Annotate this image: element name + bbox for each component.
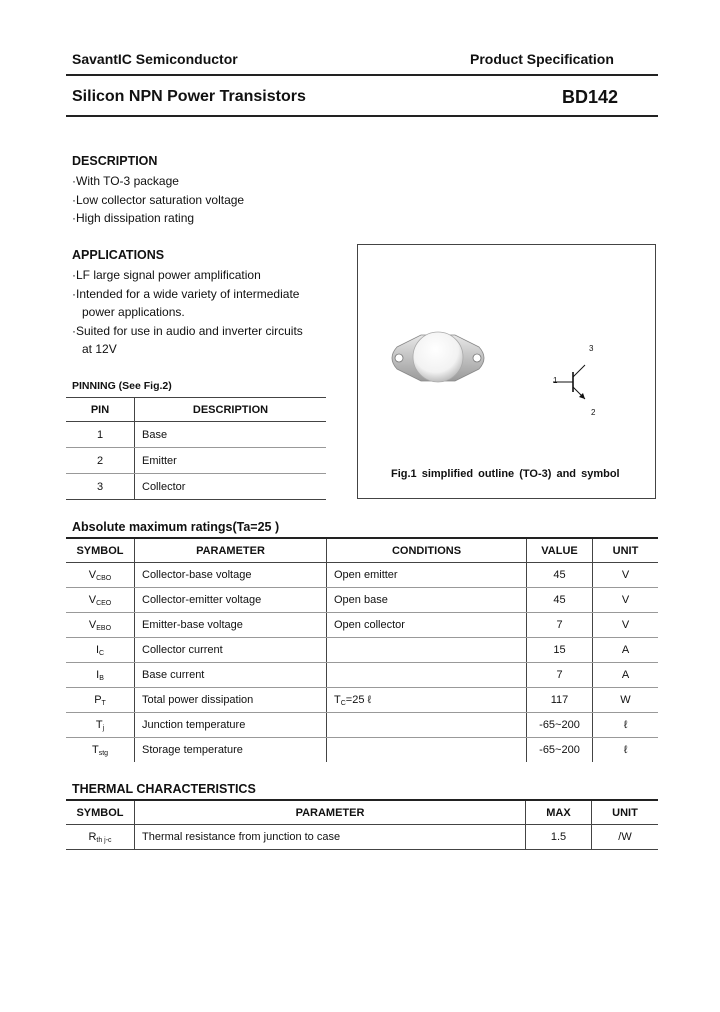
abs-max-table [66,537,658,762]
value-cell: 45 [527,588,593,613]
unit-cell: A [593,663,659,688]
table-row [66,688,658,713]
description-item: ·Low collector saturation voltage [72,192,245,207]
value-cell: 15 [527,638,593,663]
abs-max-header-row [66,538,658,563]
applications-line: ·Suited for use in audio and inverter circuits [72,323,303,338]
conditions-cell [327,738,527,763]
header-symbol: SYMBOL [66,800,135,825]
conditions-cell [327,713,527,738]
figure-caption: Fig.1 simplified outline (TO-3) and symbol [391,468,620,480]
table-row [66,448,326,474]
applications-line: ·Intended for a wide variety of intermediate [72,286,300,301]
symbol-cell: $P_T$ [66,688,135,713]
symbol-cell: $I_B$ [66,663,135,688]
document-type: Product Specification [470,51,614,67]
unit-cell: ℓ [593,713,659,738]
description-item: ·High dissipation rating [72,211,195,225]
parameter-cell: Base current [135,663,327,688]
table-row [66,825,658,850]
description-list [72,172,244,228]
header-unit: UNIT [592,800,659,825]
abs-max-title: Absolute maximum ratings(Ta=25 ) [72,520,280,534]
thermal-title: THERMAL CHARACTERISTICS [72,782,256,796]
parameter-cell: Emitter-base voltage [135,613,327,638]
symbol-pin-label: 3 [589,344,594,353]
symbol-cell: $T_{stg}$ [66,738,135,763]
description-item: ·With TO-3 package [72,174,179,188]
unit-cell: ℓ [623,744,628,756]
unit-cell: V [593,588,659,613]
header-max: MAX [526,800,592,825]
description-title: DESCRIPTION [72,154,158,168]
parameter-cell: Junction temperature [135,713,327,738]
product-line: Silicon NPN Power Transistors [72,88,306,105]
header-conditions: CONDITIONS [327,538,527,563]
table-row [66,613,658,638]
value-cell: -65~200 [527,738,593,763]
parameter-cell: Storage temperature [135,738,327,763]
part-number: BD142 [562,87,619,107]
symbol-cell: $V_{CBO}$ [66,563,135,588]
pinning-title: PINNING (See Fig.2) [72,380,172,392]
value-cell: -65~200 [527,713,593,738]
applications-line: power applications. [82,305,185,319]
conditions-cell: $T_C=25$ ℓ [327,688,527,713]
unit-cell: V [593,613,659,638]
pinning-header-description: DESCRIPTION [135,398,327,422]
header-value: VALUE [527,538,593,563]
table-row [66,738,658,763]
pin-number: 2 [66,448,135,474]
unit-cell: V [593,563,659,588]
pin-description: Base [135,422,327,448]
to3-package-outline [383,327,493,389]
applications-line: ·LF large signal power amplification [72,268,261,282]
header-symbol: SYMBOL [66,538,135,563]
thermal-table [66,799,658,850]
parameter-cell: Collector-emitter voltage [135,588,327,613]
pin-number: 3 [66,474,135,500]
pinning-header-row [66,398,326,422]
figure-box [357,244,656,499]
conditions-cell: Open emitter [327,563,527,588]
unit-cell: W [593,688,659,713]
parameter-cell: Thermal resistance from junction to case [135,825,526,850]
value-cell: 45 [527,563,593,588]
header-parameter: PARAMETER [135,538,327,563]
pin-description: Collector [135,474,327,500]
table-row [66,563,658,588]
table-row [66,638,658,663]
parameter-cell: Collector current [135,638,327,663]
value-cell: 7 [527,613,593,638]
applications-list [72,266,303,359]
table-row [66,588,658,613]
pin-description: Emitter [135,448,327,474]
header-parameter: PARAMETER [135,800,526,825]
symbol-cell: $V_{EBO}$ [66,613,135,638]
thermal-header-row [66,800,658,825]
conditions-cell: Open collector [327,613,527,638]
parameter-cell: Collector-base voltage [135,563,327,588]
symbol-pin-label: 1 [553,376,558,385]
parameter-cell: Total power dissipation [135,688,327,713]
unit-cell: A [593,638,659,663]
header-rule-bottom [66,115,658,117]
table-row [66,713,658,738]
applications-title: APPLICATIONS [72,248,165,262]
value-cell: 117 [527,688,593,713]
applications-line: at 12V [82,342,117,356]
pin-number: 1 [66,422,135,448]
value-cell: 7 [527,663,593,688]
header-unit: UNIT [593,538,659,563]
company-name: SavantIC Semiconductor [72,51,238,67]
symbol-cell: $T_j$ [66,713,135,738]
conditions-cell [327,638,527,663]
table-row [66,474,326,500]
symbol-cell: $I_C$ [66,638,135,663]
symbol-pin-label: 2 [591,408,596,417]
max-cell: 1.5 [526,825,592,850]
unit-cell: /W [592,825,659,850]
conditions-cell [327,663,527,688]
symbol-cell: $R_{th j-c}$ [66,825,135,850]
pinning-table [66,397,326,500]
symbol-cell: $V_{CEO}$ [66,588,135,613]
table-row [66,663,658,688]
table-row [66,422,326,448]
pinning-header-pin: PIN [66,398,135,422]
header-rule-top [66,74,658,76]
conditions-cell: Open base [327,588,527,613]
